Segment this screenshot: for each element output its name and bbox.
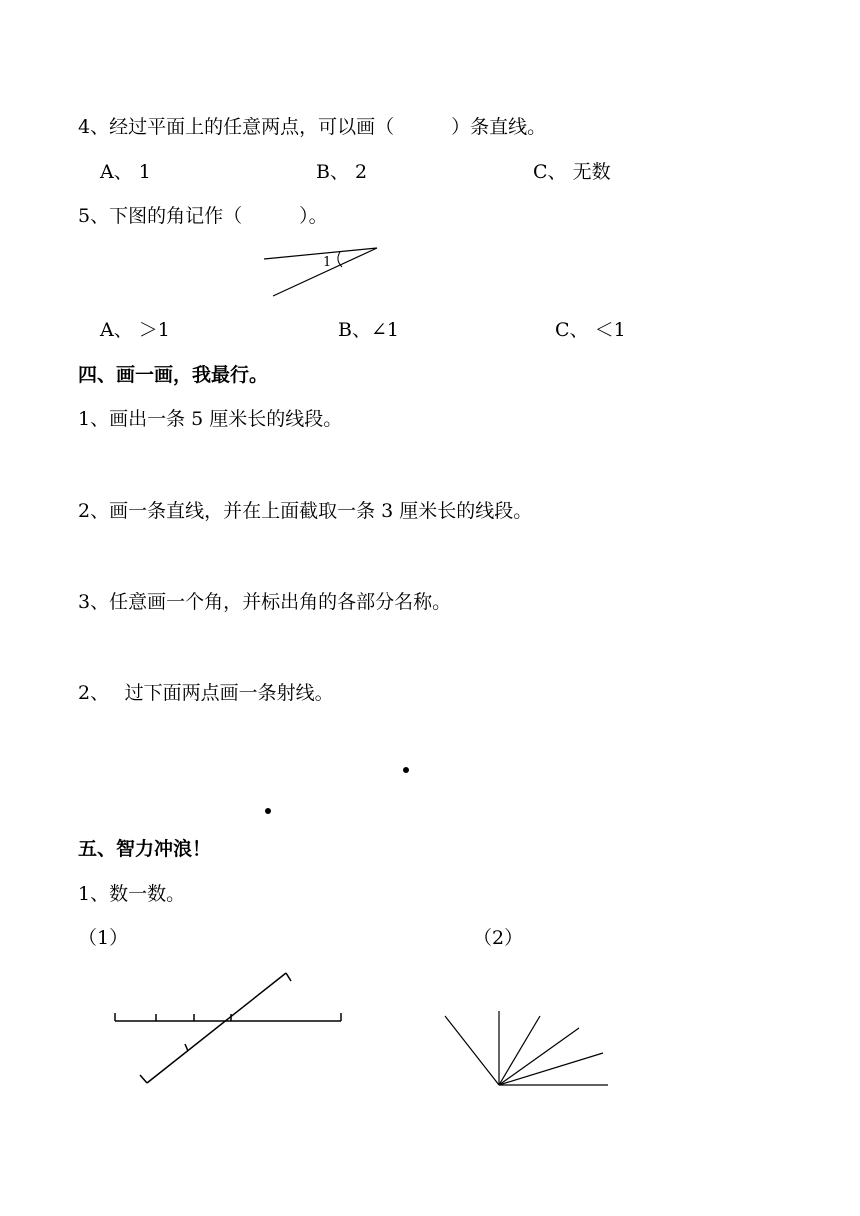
q4-option-b: B、 2 bbox=[316, 161, 368, 183]
section-4-item-4: 2、 过下面两点画一条射线。 bbox=[78, 682, 334, 704]
q5-option-c: C、 ＜1 bbox=[555, 319, 626, 341]
section-4-item-3: 3、任意画一个角，并标出角的各部分名称。 bbox=[78, 591, 452, 613]
section-4-item-2: 2、画一条直线，并在上面截取一条 3 厘米长的线段。 bbox=[78, 500, 533, 522]
angle-label: 1 bbox=[323, 255, 332, 270]
q5-option-b: B、∠1 bbox=[338, 319, 399, 341]
section-4-item-1: 1、画出一条 5 厘米长的线段。 bbox=[78, 408, 343, 430]
q5-option-a: A、 ＞1 bbox=[100, 319, 170, 341]
section-4-title: 四、画一画，我最行。 bbox=[78, 364, 269, 386]
q4-option-a: A、 1 bbox=[100, 161, 151, 183]
q4-option-c: C、 无数 bbox=[533, 161, 611, 183]
section-5-title: 五、智力冲浪！ bbox=[78, 838, 212, 860]
question-5: 5、下图的角记作（ ）。 bbox=[78, 205, 328, 227]
figure-label-2: （2） bbox=[473, 927, 524, 949]
section-5-item-1: 1、数一数。 bbox=[78, 883, 186, 905]
question-4: 4、经过平面上的任意两点，可以画（ ）条直线。 bbox=[78, 116, 547, 138]
figure-label-1: （1） bbox=[78, 927, 129, 949]
